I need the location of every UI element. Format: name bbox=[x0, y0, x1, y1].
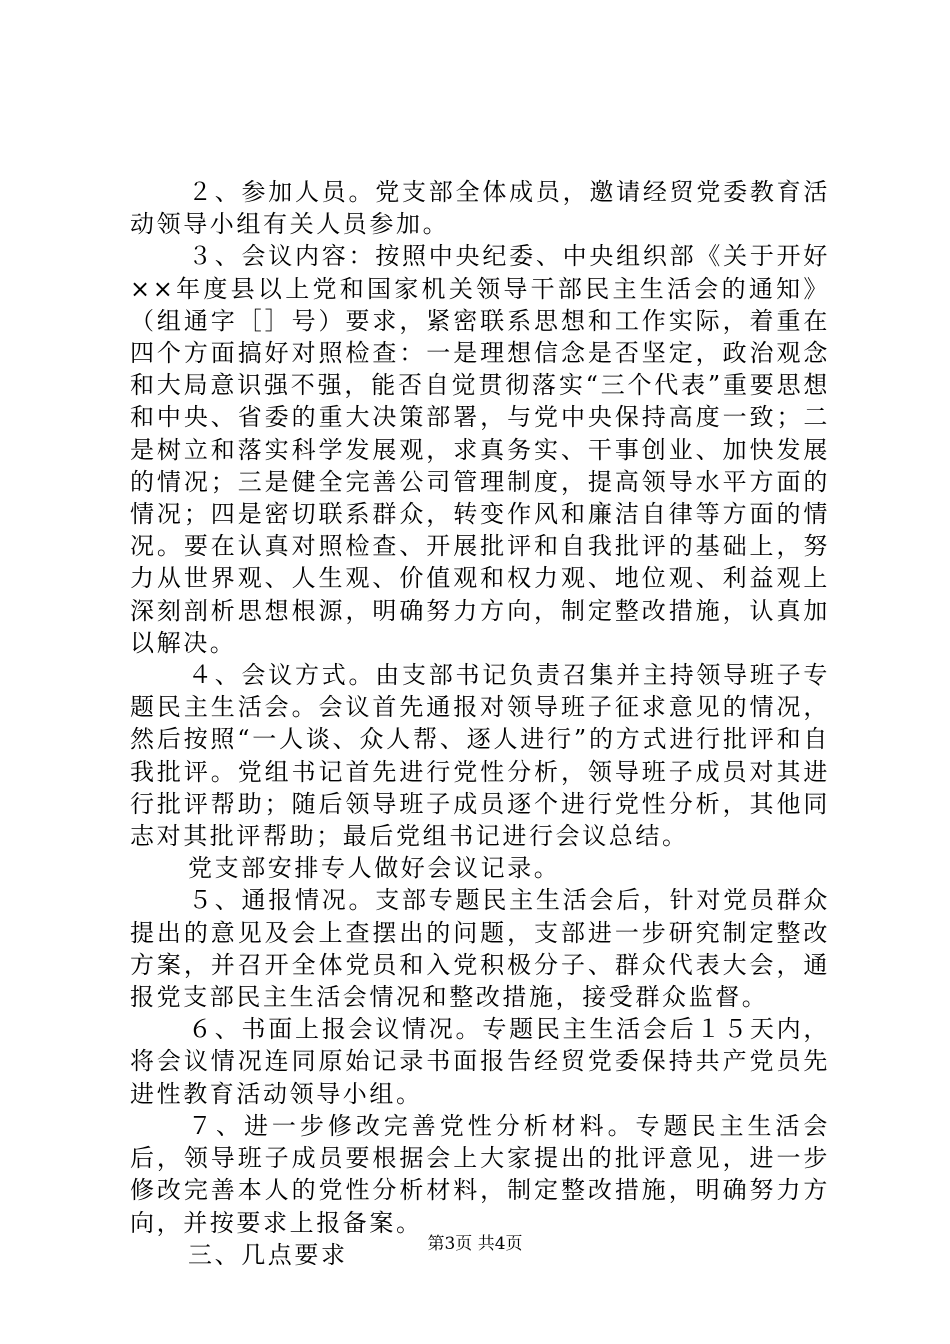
paragraph-revise-materials: ７、进一步修改完善党性分析材料。专题民主生活会后，领导班子成员要根据会上大家提出的批评意见，进一步修改完善本人的党性分析材料，制定整改措施，明确努力方向，并按要求上报备案。 bbox=[130, 1111, 830, 1237]
document-body bbox=[130, 176, 830, 1271]
paragraph-meeting-content: ３、会议内容：按照中央纪委、中央组织部《关于开好××年度县以上党和国家机关领导干部民主生活会的通知》（组通字［］号）要求，紧密联系思想和工作实际，着重在四个方面搞好对照检查：一是理想信念是否坚定，政治观念和大局意识强不强，能否自觉贯彻落实“三个代表”重要思想和中央、省委的重大决策部署，与党中央保持高度一致；二是树立和落实科学发展观，求真务实、干事创业、加快发展的情况；三是健全完善公司管理制度，提高领导水平方面的情况；四是密切联系群众，转变作风和廉洁自律等方面的情况。要在认真对照检查、开展批评和自我批评的基础上，努力从世界观、人生观、价值观和权力观、地位观、利益观上深刻剖析思想根源，明确努力方向，制定整改措施，认真加以解决。 bbox=[130, 242, 830, 657]
page-footer: 第3页 共4页 bbox=[427, 1234, 523, 1254]
paragraph-report-situation: ５、通报情况。支部专题民主生活会后，针对党员群众提出的意见及会上查摆出的问题，支部进一步研究制定整改方案，并召开全体党员和入党积极分子、群众代表大会，通报党支部民主生活会情况和整改措施，接受群众监督。 bbox=[130, 886, 830, 1012]
section-heading-requirements: 三、几点要求 bbox=[188, 1240, 348, 1269]
paragraph-written-report: ６、书面上报会议情况。专题民主生活会后１５天内，将会议情况连同原始记录书面报告经贸党委保持共产党员先进性教育活动领导小组。 bbox=[130, 1015, 830, 1108]
paragraph-meeting-record: 党支部安排专人做好会议记录。 bbox=[188, 854, 561, 883]
paragraph-meeting-method: ４、会议方式。由支部书记负责召集并主持领导班子专题民主生活会。会议首先通报对领导班子征求意见的情况，然后按照“一人谈、众人帮、逐人进行”的方式进行批评和自我批评。党组书记首先进行党性分析，领导班子成员对其进行批评帮助；随后领导班子成员逐个进行党性分析，其他同志对其批评帮助；最后党组书记进行会议总结。 bbox=[130, 661, 830, 851]
paragraph-participants: ２、参加人员。党支部全体成员，邀请经贸党委教育活动领导小组有关人员参加。 bbox=[130, 178, 830, 239]
